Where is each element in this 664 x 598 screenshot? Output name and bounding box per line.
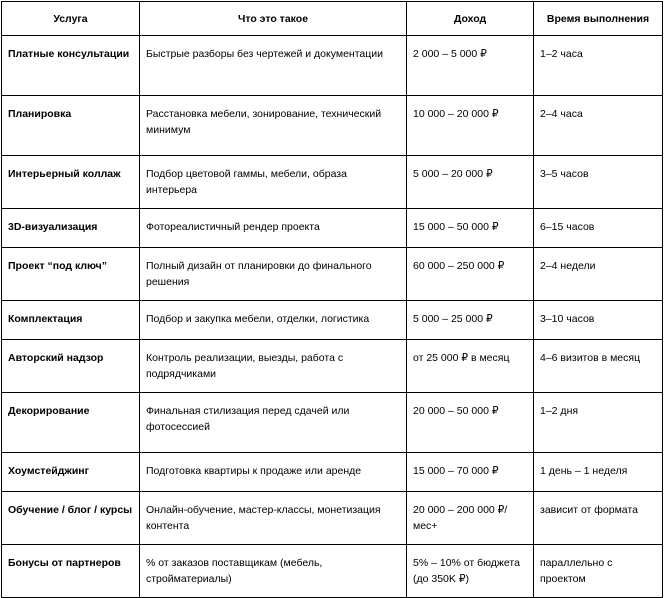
- service-cell: Декорирование: [2, 393, 140, 453]
- table-row: [2, 453, 663, 492]
- income-cell: 10 000 – 20 000 ₽: [407, 96, 534, 156]
- column-header-description: Что это такое: [140, 2, 407, 36]
- service-cell: Хоумстейджинг: [2, 453, 140, 492]
- description-cell: Финальная стилизация перед сдачей или фотосессией: [140, 393, 407, 453]
- service-cell: Комплектация: [2, 301, 140, 340]
- table-row: [2, 492, 663, 545]
- table-row: [2, 36, 663, 96]
- service-cell: Платные консультации: [2, 36, 140, 96]
- income-cell: 20 000 – 50 000 ₽: [407, 393, 534, 453]
- income-cell: 5 000 – 25 000 ₽: [407, 301, 534, 340]
- income-cell: 15 000 – 50 000 ₽: [407, 209, 534, 248]
- description-cell: Фотореалистичный рендер проекта: [140, 209, 407, 248]
- duration-cell: 1 день – 1 неделя: [534, 453, 663, 492]
- service-cell: Бонусы от партнеров: [2, 545, 140, 598]
- service-cell: Авторский надзор: [2, 340, 140, 393]
- header-row: [2, 2, 663, 36]
- description-cell: Подбор цветовой гаммы, мебели, образа интерьера: [140, 156, 407, 209]
- table-row: [2, 340, 663, 393]
- description-cell: % от заказов поставщикам (мебель, стройматериалы): [140, 545, 407, 598]
- service-cell: Интерьерный коллаж: [2, 156, 140, 209]
- duration-cell: 3–5 часов: [534, 156, 663, 209]
- income-cell: от 25 000 ₽ в месяц: [407, 340, 534, 393]
- duration-cell: 1–2 часа: [534, 36, 663, 96]
- column-header-service: Услуга: [2, 2, 140, 36]
- column-header-duration: Время выполнения: [534, 2, 663, 36]
- income-cell: 5 000 – 20 000 ₽: [407, 156, 534, 209]
- table-header: [2, 2, 663, 36]
- duration-cell: 2–4 недели: [534, 248, 663, 301]
- duration-cell: 6–15 часов: [534, 209, 663, 248]
- income-cell: 60 000 – 250 000 ₽: [407, 248, 534, 301]
- duration-cell: параллельно с проектом: [534, 545, 663, 598]
- table-row: [2, 156, 663, 209]
- services-table: [1, 1, 663, 598]
- table-row: [2, 248, 663, 301]
- service-cell: Проект “под ключ”: [2, 248, 140, 301]
- duration-cell: 3–10 часов: [534, 301, 663, 340]
- duration-cell: 4–6 визитов в месяц: [534, 340, 663, 393]
- description-cell: Полный дизайн от планировки до финального решения: [140, 248, 407, 301]
- table-body: [2, 36, 663, 598]
- duration-cell: 2–4 часа: [534, 96, 663, 156]
- income-cell: 2 000 – 5 000 ₽: [407, 36, 534, 96]
- duration-cell: зависит от формата: [534, 492, 663, 545]
- table-row: [2, 301, 663, 340]
- table-row: [2, 545, 663, 598]
- table-row: [2, 209, 663, 248]
- service-cell: Планировка: [2, 96, 140, 156]
- description-cell: Подбор и закупка мебели, отделки, логистика: [140, 301, 407, 340]
- description-cell: Подготовка квартиры к продаже или аренде: [140, 453, 407, 492]
- column-header-income: Доход: [407, 2, 534, 36]
- description-cell: Онлайн-обучение, мастер-классы, монетизация контента: [140, 492, 407, 545]
- service-cell: 3D-визуализация: [2, 209, 140, 248]
- table-row: [2, 96, 663, 156]
- description-cell: Быстрые разборы без чертежей и документации: [140, 36, 407, 96]
- service-cell: Обучение / блог / курсы: [2, 492, 140, 545]
- income-cell: 5% – 10% от бюджета (до 350K ₽): [407, 545, 534, 598]
- description-cell: Расстановка мебели, зонирование, технический минимум: [140, 96, 407, 156]
- description-cell: Контроль реализации, выезды, работа с подрядчиками: [140, 340, 407, 393]
- table-row: [2, 393, 663, 453]
- duration-cell: 1–2 дня: [534, 393, 663, 453]
- income-cell: 20 000 – 200 000 ₽/мес+: [407, 492, 534, 545]
- income-cell: 15 000 – 70 000 ₽: [407, 453, 534, 492]
